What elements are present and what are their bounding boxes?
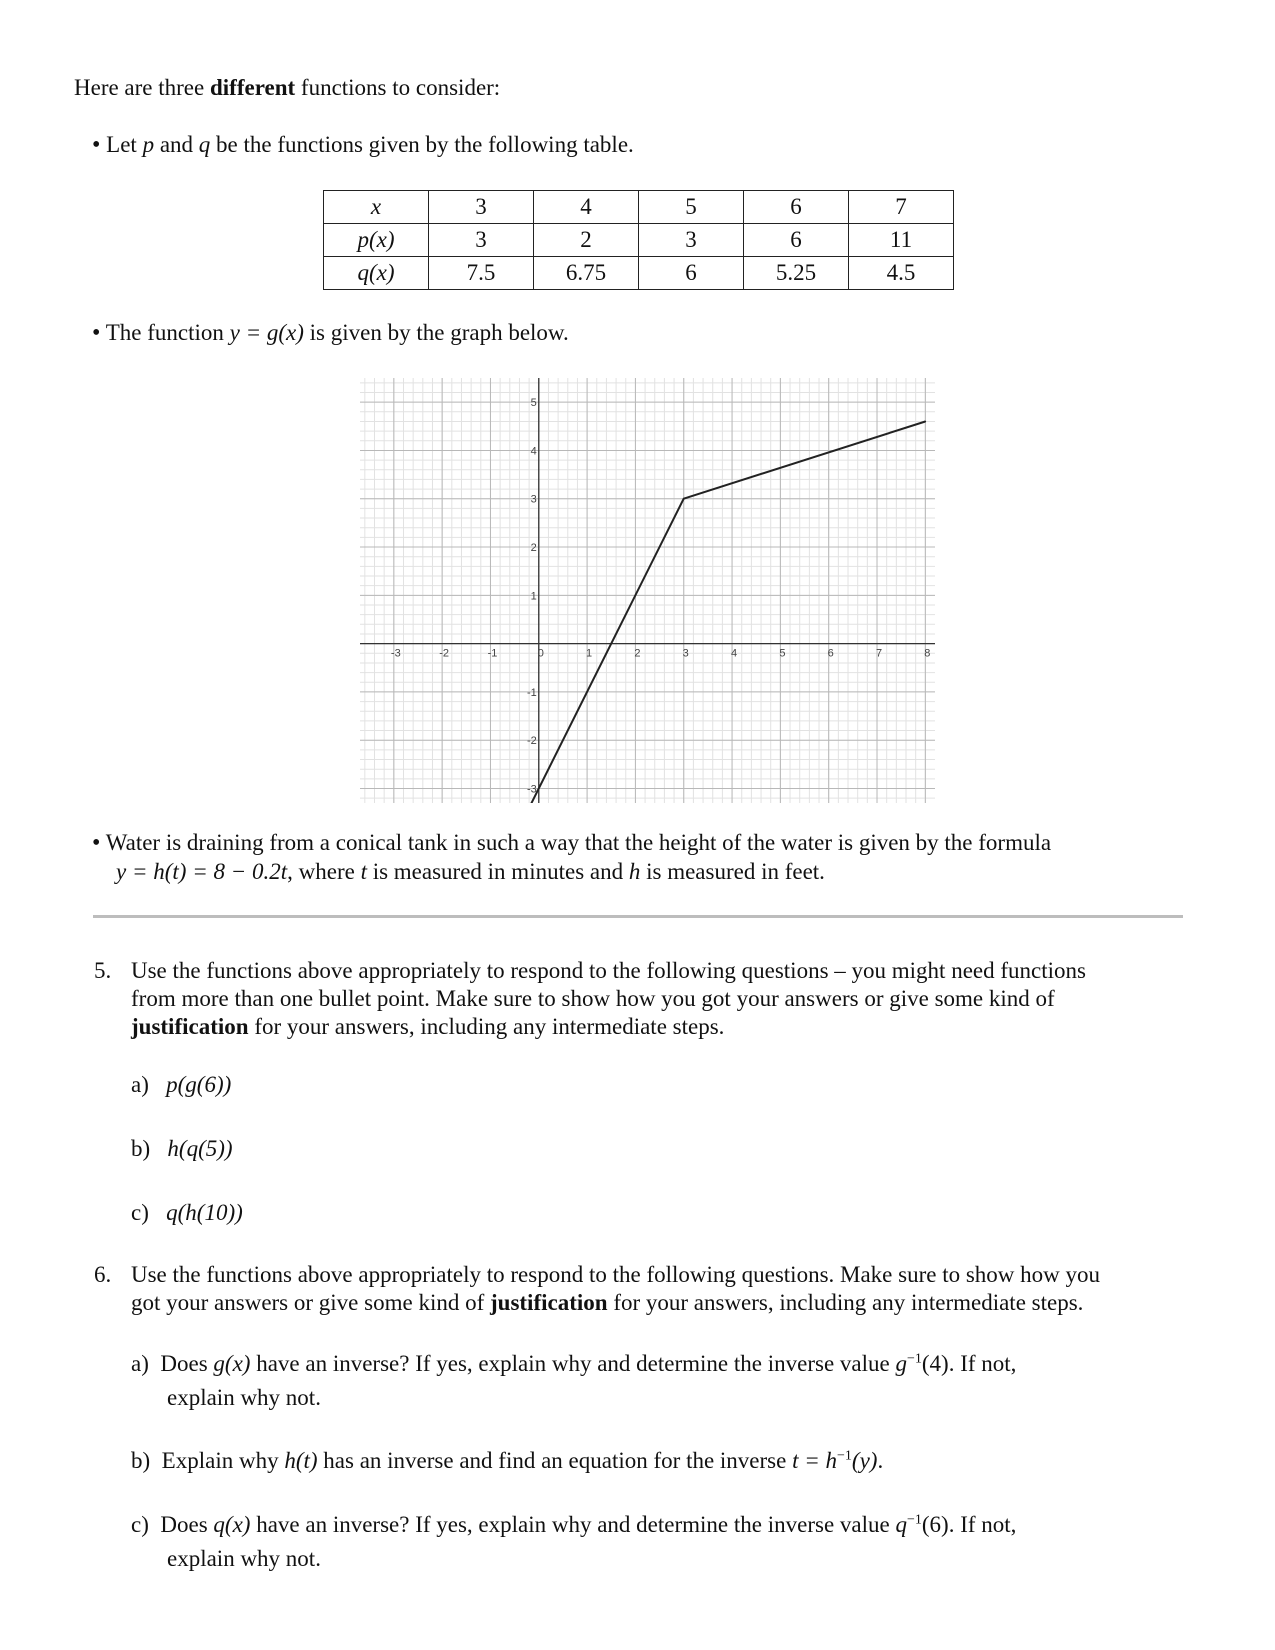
inverse-base: t = h (792, 1448, 838, 1473)
x-tick-label: -3 (390, 647, 401, 660)
intro-prefix: Here are three (74, 75, 210, 100)
table-cell: 3 (429, 224, 534, 257)
table-cell: 6.75 (534, 257, 639, 290)
table-cell: 5.25 (744, 257, 849, 290)
bullet-tank-line2 (116, 859, 825, 885)
part-expr: h(q(5)) (167, 1136, 233, 1161)
table-cell: 6 (744, 224, 849, 257)
table-cell: 6 (744, 191, 849, 224)
inverse-arg: (y) (851, 1448, 878, 1473)
part-label: c) (131, 1512, 149, 1537)
y-tick-label: -2 (527, 735, 537, 748)
bullet3-line1: Water is draining from a conical tank in such a way that the height of the water is given by the formula (105, 830, 1052, 855)
part-text: . If not, (948, 1351, 1017, 1376)
q6-line2 (131, 1290, 1083, 1316)
bullet2-prefix: The function (105, 320, 230, 345)
q5-bold: justification (131, 1014, 249, 1039)
x-tick-label: 5 (779, 647, 786, 660)
row-label: q(x) (324, 257, 429, 290)
table-cell: 3 (639, 224, 744, 257)
bullet2-formula: y = g(x) (229, 320, 304, 345)
x-tick-label: -1 (487, 647, 498, 660)
table-cell: 5 (639, 191, 744, 224)
q5-line2: from more than one bullet point. Make sure to show how you got your answers or give some kind of (131, 986, 1055, 1011)
function-graph (360, 378, 935, 803)
q6-bold: justification (490, 1290, 608, 1315)
q5-line1: Use the functions above appropriately to respond to the following questions – you might need functions (131, 958, 1086, 983)
part-expr: q(h(10)) (166, 1200, 243, 1225)
q5-line3-rest: for your answers, including any intermediate steps. (248, 1014, 725, 1039)
row-label: x (324, 191, 429, 224)
y-tick-label: -3 (527, 783, 537, 796)
part-expr: p(g(6)) (166, 1072, 232, 1097)
x-tick-label: 1 (586, 647, 593, 660)
q5-number: 5. (94, 958, 112, 983)
inverse-sup: −1 (837, 1448, 852, 1464)
q6-line2-pre: got your answers or give some kind of (131, 1290, 490, 1315)
table-cell: 4.5 (849, 257, 954, 290)
part-label: b) (131, 1136, 151, 1161)
bullet-icon: • (92, 320, 101, 346)
part-text: Explain why (161, 1448, 285, 1473)
x-tick-label: 0 (537, 647, 544, 660)
inverse-base: q (895, 1512, 907, 1537)
x-tick-label: 8 (924, 647, 931, 660)
inverse-sup: −1 (906, 1512, 922, 1528)
q6-c-line2: explain why not. (167, 1546, 321, 1571)
y-tick-label: 1 (530, 590, 537, 603)
part-label: a) (131, 1351, 149, 1376)
part-fn: g(x) (213, 1351, 251, 1376)
bullet3-text: , where (287, 859, 361, 884)
y-tick-label: 3 (530, 493, 537, 506)
table-cell: 7.5 (429, 257, 534, 290)
part-text: have an inverse? If yes, explain why and determine the inverse value (250, 1351, 896, 1376)
bullet2-suffix: is given by the graph below. (303, 320, 569, 345)
y-tick-label: 4 (530, 445, 537, 458)
q5-part-a (131, 1072, 231, 1098)
tank-formula: y = h(t) = 8 − 0.2t (116, 859, 288, 884)
q6-line1: Use the functions above appropriately to respond to the following questions. Make sure to show how you (131, 1262, 1101, 1287)
data-point (683, 498, 685, 500)
q5-part-c (131, 1200, 243, 1226)
y-tick-label: -1 (527, 686, 537, 699)
series-line-g (515, 422, 926, 804)
part-text: have an inverse? If yes, explain why and determine the inverse value (250, 1512, 896, 1537)
q6-number: 6. (94, 1262, 112, 1287)
q6-a-line2: explain why not. (167, 1385, 321, 1410)
inverse-sup: −1 (906, 1351, 922, 1367)
bullet3-text: is measured in feet. (640, 859, 825, 884)
table-cell: 2 (534, 224, 639, 257)
var-q: q (198, 132, 211, 157)
bullet-icon: • (92, 830, 101, 856)
x-tick-label: 7 (875, 647, 883, 660)
data-point (925, 421, 927, 423)
x-tick-label: -2 (439, 647, 450, 660)
var-p: p (142, 132, 155, 157)
q6-part-a (131, 1351, 1016, 1377)
q6-part-b (131, 1448, 883, 1474)
table-row (324, 224, 954, 257)
intro-text (74, 75, 500, 101)
bullet1-text: be the functions given by the following table. (210, 132, 634, 157)
intro-bold: different (209, 75, 296, 100)
function-table (323, 190, 954, 290)
q6-part-c (131, 1512, 1016, 1538)
part-text: Does (160, 1512, 214, 1537)
part-fn: h(t) (284, 1448, 318, 1473)
row-label: p(x) (324, 224, 429, 257)
var-h: h (628, 859, 641, 884)
part-label: a) (131, 1072, 149, 1097)
inverse-base: g (895, 1351, 907, 1376)
q6-line2-post: for your answers, including any intermediate steps. (607, 1290, 1084, 1315)
q5-line3 (131, 1014, 724, 1040)
table-cell: 7 (849, 191, 954, 224)
x-tick-label: 4 (730, 647, 738, 660)
var-t: t (360, 859, 367, 884)
bullet1-text: Let (106, 132, 143, 157)
x-tick-label: 3 (682, 647, 689, 660)
q5-part-b (131, 1136, 233, 1162)
inverse-arg: (4) (921, 1351, 949, 1376)
inverse-arg: (6) (921, 1512, 949, 1537)
bullet-icon: • (92, 132, 101, 158)
table-row (324, 191, 954, 224)
y-tick-label: 2 (530, 542, 537, 555)
x-tick-label: 2 (634, 647, 641, 660)
bullet-graph (92, 320, 569, 347)
table-cell: 6 (639, 257, 744, 290)
x-tick-label: 6 (827, 647, 834, 660)
table-cell: 4 (534, 191, 639, 224)
bullet3-text: is measured in minutes and (366, 859, 629, 884)
part-fn: q(x) (213, 1512, 251, 1537)
part-text: . (877, 1448, 884, 1473)
table-row (324, 257, 954, 290)
part-text: has an inverse and find an equation for the inverse (317, 1448, 793, 1473)
part-label: b) (131, 1448, 151, 1473)
section-divider (93, 915, 1183, 918)
y-tick-label: 5 (530, 397, 537, 410)
bullet1-text: and (154, 132, 199, 157)
table-cell: 11 (849, 224, 954, 257)
table-cell: 3 (429, 191, 534, 224)
part-text: . If not, (948, 1512, 1017, 1537)
part-text: Does (160, 1351, 214, 1376)
bullet-tank (92, 830, 1051, 857)
part-label: c) (131, 1200, 149, 1225)
bullet-pq (92, 132, 634, 159)
intro-suffix: functions to consider: (295, 75, 501, 100)
